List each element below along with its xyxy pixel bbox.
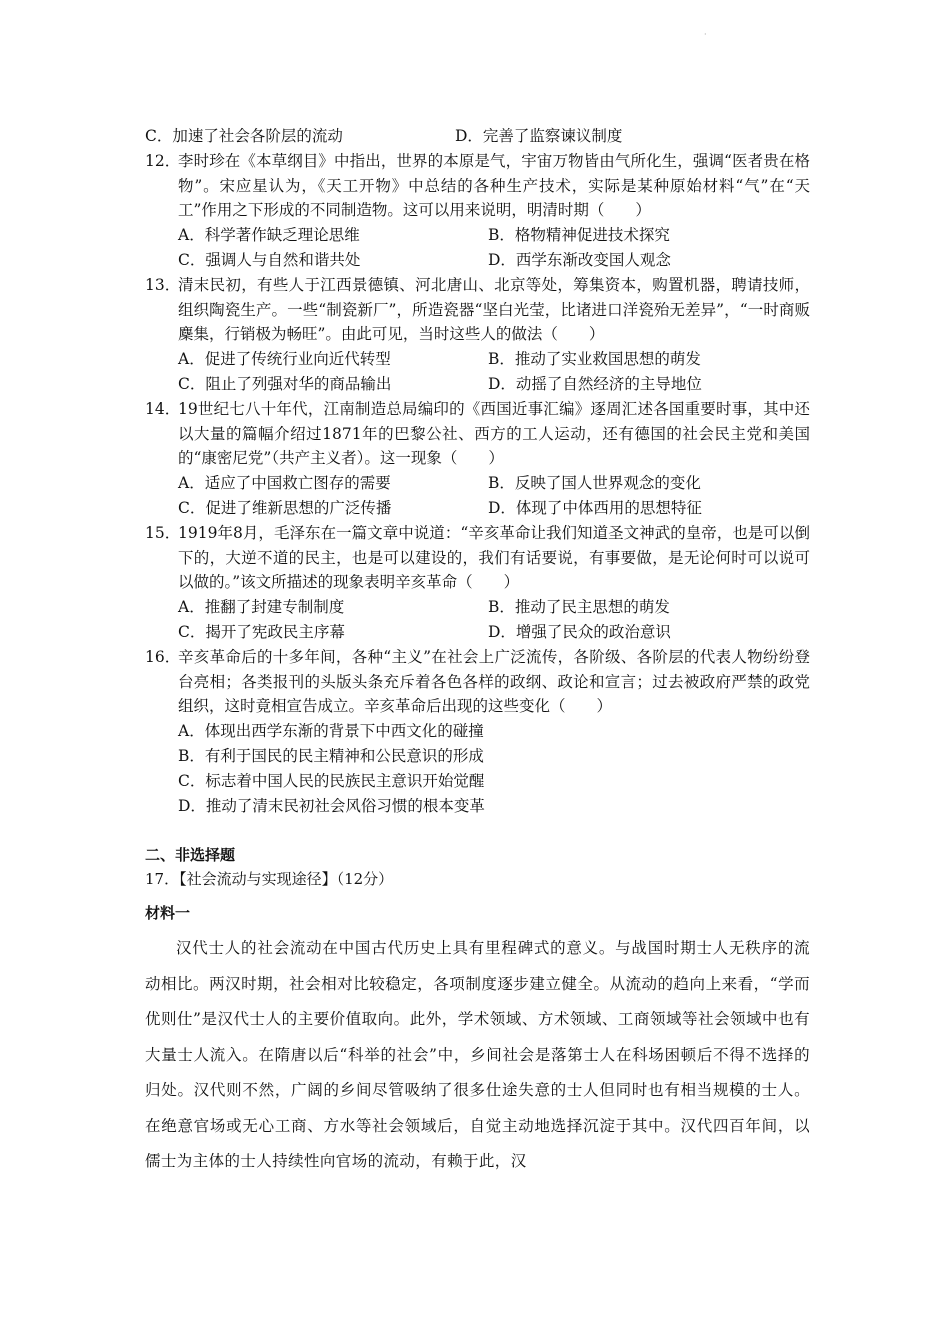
option-c: C．强调人与自然和谐共处 [178, 250, 361, 269]
option-c: C．促进了维新思想的广泛传播 [178, 498, 392, 517]
option-c: C．标志着中国人民的民族民主意识开始觉醒 [178, 771, 485, 790]
option-d: D．动摇了自然经济的主导地位 [488, 374, 702, 393]
material-text: 汉代士人的社会流动在中国古代历史上具有里程碑式的意义。与战国时期士人无秩序的流动相比。两汉时期，社会相对比较稳定，各项制度逐步建立健全。从流动的趋向上来看，“学而优则仕”是汉代士人的主要价值取向。此外，学术领域、方术领域、工商领域等社会领域中也有大量士人流入。在隋唐以后“科举的社会”中，乡间社会是落第士人在科场困顿后不得不选择的归处。汉代则不然，广阔的乡间尽管吸纳了很多仕途失意的士人但同时也有相当规模的士人。在绝意官场或无心工商、方水等社会领域后，自觉主动地选择沉淀于其中。汉代四百年间，以儒士为主体的士人持续性向官场的流动，有赖于此，汉 [145, 939, 810, 1171]
question-number: 13． [145, 275, 181, 294]
option-d: D．完善了监察谏议制度 [455, 127, 623, 145]
header-mark: · [704, 30, 707, 39]
q11-options-cd [145, 124, 810, 149]
option-c: C．阻止了列强对华的商品输出 [178, 374, 392, 393]
question-12 [145, 149, 810, 273]
question-number: 12． [145, 151, 181, 170]
question-number: 14． [145, 399, 181, 418]
option-b: B．推动了民主思想的萌发 [488, 598, 670, 617]
section-title: 二、非选择题 [145, 846, 236, 865]
question-stem: 李时珍在《本草纲目》中指出，世界的本原是气，宇宙万物皆由气所化生，强调“医者贵在格物”。宋应星认为，《天工开物》中总结的各种生产技术，实际是某种原始材料“气”在“天工”作用之下形成的不同制造物。这可以用来说明，明清时期（ ） [178, 151, 810, 220]
option-c: C．揭开了宪政民主序幕 [178, 622, 345, 641]
option-d: D．增强了民众的政治意识 [488, 622, 671, 641]
question-16 [145, 645, 810, 819]
question-17-title: 17．【社会流动与实现途径】（12分） [145, 870, 394, 889]
option-a: A．适应了中国救亡图存的需要 [178, 474, 391, 493]
question-stem: 辛亥革命后的十多年间，各种“主义”在社会上广泛流传，各阶级、各阶层的代表人物纷纷登台亮相；各类报刊的头版头条充斥着各色各样的政纲、政论和宣言；过去被政府严禁的政党组织，这时竟相宣告成立。辛亥革命后出现的这些变化（ ） [178, 647, 810, 716]
option-d: D．推动了清末民初社会风俗习惯的根本变革 [178, 796, 485, 815]
option-b: B．有利于国民的民主精神和公民意识的形成 [178, 746, 484, 765]
question-15 [145, 521, 810, 645]
option-d: D．体现了中体西用的思想特征 [488, 498, 702, 517]
question-number: 15． [145, 523, 181, 542]
question-13 [145, 273, 810, 397]
option-b: B．格物精神促进技术探究 [488, 226, 670, 245]
option-c: C．加速了社会各阶层的流动 [145, 127, 343, 145]
question-number: 16． [145, 647, 181, 666]
option-b: B．推动了实业救国思想的萌发 [488, 350, 701, 369]
question-stem: 清末民初，有些人于江西景德镇、河北唐山、北京等处，筹集资本，购置机器，聘请技师，组织陶瓷生产。一些“制瓷新厂”，所造瓷器“坚白光莹，比诸进口洋瓷殆无差异”，“一时商贩麇集，行销极为畅旺”。由此可见，当时这些人的做法（ ） [178, 275, 810, 344]
option-d: D．西学东渐改变国人观念 [488, 250, 671, 269]
option-a: A．推翻了封建专制制度 [178, 598, 345, 617]
question-14 [145, 397, 810, 521]
option-a: A．科学著作缺乏理论思维 [178, 226, 360, 245]
option-a: A．促进了传统行业向近代转型 [178, 350, 391, 369]
option-b: B．反映了国人世界观念的变化 [488, 474, 701, 493]
option-a: A．体现出西学东渐的背景下中西文化的碰撞 [178, 722, 484, 741]
material-title: 材料一 [145, 904, 191, 923]
question-stem: 19世纪七八十年代，江南制造总局编印的《西国近事汇编》逐周汇述各国重要时事，其中还以大量的篇幅介绍过1871年的巴黎公社、西方的工人运动，还有德国的社会民主党和美国的“康密尼党”（共产主义者）。这一现象（ ） [178, 399, 810, 468]
question-stem: 1919年8月，毛泽东在一篇文章中说道：“辛亥革命让我们知道圣文神武的皇帝，也是可以倒下的，大逆不道的民主，也是可以建设的，我们有话要说，有事要做，是无论何时可以说可以做的。”该文所描述的现象表明辛亥革命（ ） [178, 523, 810, 592]
exam-page [145, 124, 810, 1180]
